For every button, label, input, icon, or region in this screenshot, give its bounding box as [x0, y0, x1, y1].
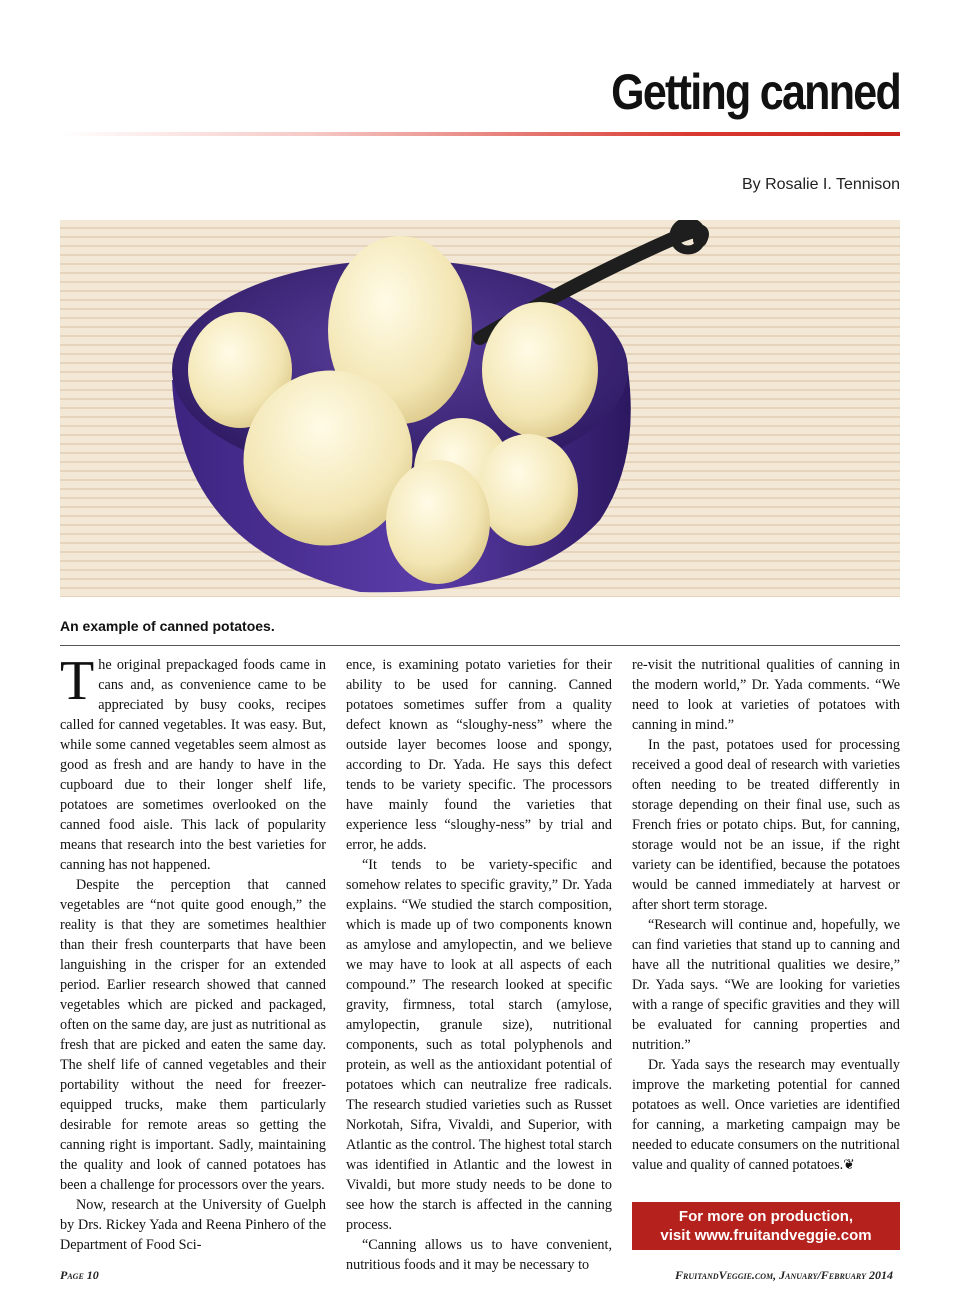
paragraph: “It tends to be variety-specific and somehow relates to specific gravity,” Dr. Yada explains. “We studied the starch composition, which is made up of two components known as amylose and amylopectin, and we believe we may have to look at all aspects of each compound.” The research looked at specific gravity, firmness, total starch (amylose, amylopectin, granule size), nutritional components, such as total polyphenols and protein, as well as the antioxidant potential of potatoes which can neutralize free radicals. The research studied varieties such as Russet Norkotah, Sifra, Vivaldi, and Superior, with Atlantic as the control. The highest total starch was identified in Atlantic and the lowest in Vivaldi, but more study needs to be done to see how the starch is affected in the canning process. — [346, 857, 612, 1233]
article-title: Getting canned — [611, 64, 900, 120]
article-column-1 — [60, 650, 326, 1255]
paragraph: re-visit the nutritional qualities of canning in the modern world,” Dr. Yada comments. “We need to look at varieties of potatoes with canning in mind.” — [632, 657, 900, 733]
promo-box[interactable] — [632, 1202, 900, 1250]
page-number: Page 10 — [60, 1268, 99, 1282]
publication-footer: FruitandVeggie.com, January/February 2014 — [675, 1268, 893, 1282]
paragraph: “Canning allows us to have convenient, nutritious foods and it may be necessary to — [346, 1237, 612, 1273]
potatoes-photo — [60, 220, 900, 597]
end-mark-icon: ❦ — [843, 1157, 856, 1173]
article-column-2 — [346, 655, 612, 1275]
paragraph: Despite the perception that canned vegetables are “not quite good enough,” the reality is that they are sometimes healthier than their fresh counterparts that have been languishing in the crisper for an extended period. Earlier research showed that canned vegetables which are picked and packaged, often on the same day, are just as nutritional as fresh that are picked and eaten the same day. The shelf life of canned vegetables and their portability without the need for freezer-equipped trucks, make them particularly desirable for remote areas so getting the canning right is important. Sadly, maintaining the quality and look of canned potatoes has been a challenge for processors over the years. — [60, 877, 326, 1193]
article-column-3 — [632, 655, 900, 1175]
paragraph-text: Dr. Yada says the research may eventually improve the marketing potential for canned potatoes as well. Once varieties are identified for canning, a marketing campaign may be needed to educate consumers on the nutritional value and quality of canned potatoes. — [632, 1057, 900, 1173]
promo-link[interactable]: visit www.fruitandveggie.com — [660, 1227, 872, 1244]
paragraph: “Research will continue and, hopefully, we can find varieties that stand up to canning and have all the nutritional qualities we desire,” Dr. Yada says. “We are looking for varieties with a range of specific gravities and they will be evaluated for canning properties and nutrition.” — [632, 917, 900, 1053]
paragraph: Now, research at the University of Guelph by Drs. Rickey Yada and Reena Pinhero of the Department of Food Sci- — [60, 1197, 326, 1253]
paragraph: ence, is examining potato varieties for their ability to be used for canning. Canned potatoes sometimes suffer from a quality defect known as “sloughy-ness” where the outside layer becomes loose and spongy, according to Dr. Yada. He says this defect tends to be variety specific. The processors have mainly found the varieties that experience less “sloughy-ness” by trial and error, he adds. — [346, 657, 612, 853]
drop-cap: T — [60, 650, 95, 712]
caption-divider — [60, 645, 900, 646]
paragraph: In the past, potatoes used for processing received a good deal of research with varieties often needing to be treated differently in storage depending on their final use, such as French fries or potato chips. But, for canning, storage would not be an issue, if the right variety can be identified, because the potatoes would be canned immediately at harvest or after short term storage. — [632, 737, 900, 913]
paragraph — [632, 1055, 900, 1175]
photo-caption: An example of canned potatoes. — [60, 618, 275, 634]
paragraph: he original prepackaged foods came in cans and, as convenience came to be appreciated by busy cooks, recipes called for canned vegetables. It was easy. But, while some canned vegetables seem almost as good as fresh and are handy to have in the cupboard due to their longer shelf life, potatoes are sometimes overlooked on the canned food aisle. This lack of popularity means that research into the best varieties for canning has not happened. — [60, 657, 326, 873]
title-rule — [60, 132, 900, 136]
promo-line-1: For more on production, — [678, 1208, 854, 1225]
byline: By Rosalie I. Tennison — [741, 176, 900, 193]
